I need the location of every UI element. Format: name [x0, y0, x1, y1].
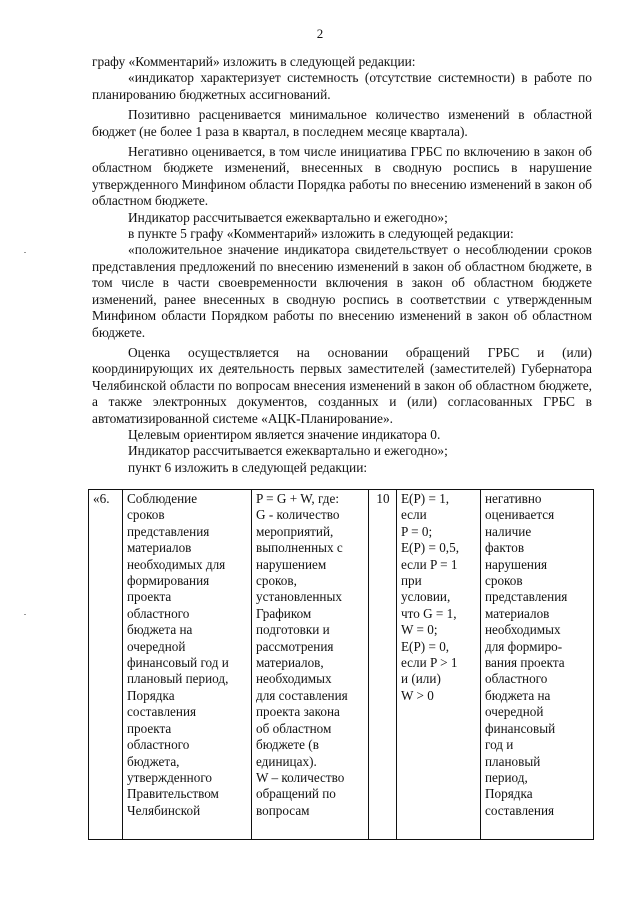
paragraph: в пункте 5 графу «Комментарий» изложить в следующей редакции: — [128, 226, 514, 242]
paragraph: пункт 6 изложить в следующей редакции: — [128, 459, 368, 475]
cell-line: для составления — [256, 687, 348, 703]
cell-line: областного — [127, 605, 190, 621]
cell-line: представления — [485, 589, 568, 605]
cell-line: сроков — [485, 573, 523, 589]
paragraph: «положительное значение индикатора свидетельствует о несоблюдении сроков представления предложений по внесению изменений в закон об областном бюджете, в том числе в части своевременности включения в закон об областном бюджете изменений, ранее внесенных в сводную роспись в соответствии с утвержденным Минфином области Порядком работы по внесению изменений в закон об областном бюджете. — [92, 242, 592, 340]
cell-line: бюджета, — [127, 753, 180, 769]
cell-weight — [369, 490, 397, 840]
cell-line: нарушением — [256, 556, 327, 572]
cell-line: оценивается — [485, 507, 555, 523]
cell-line: Порядка — [485, 786, 533, 802]
cell-line: E(P) = 0, — [401, 638, 450, 654]
cell-line: установленных — [256, 589, 342, 605]
cell-line: P = 0; — [401, 523, 433, 539]
indicator-evaluation — [401, 491, 477, 704]
cell-line: необходимых — [256, 671, 332, 687]
paragraph: графу «Комментарий» изложить в следующей редакции: — [92, 54, 416, 69]
cell-line: W > 0 — [401, 687, 434, 703]
cell-line: необходимых — [485, 622, 561, 638]
cell-line: выполненных с — [256, 540, 343, 556]
cell-line: представления — [127, 523, 210, 539]
indicator-table — [88, 489, 594, 840]
cell-line: обращений по — [256, 786, 336, 802]
cell-line: сроков — [127, 507, 165, 523]
cell-line: материалов — [127, 540, 192, 556]
cell-line: вопросам — [256, 802, 310, 818]
cell-item-number — [89, 490, 123, 840]
cell-line: что G = 1, — [401, 605, 457, 621]
cell-line: утвержденного — [127, 769, 213, 785]
cell-line: Графиком — [256, 605, 312, 621]
cell-line: составления — [127, 704, 197, 720]
cell-line: и (или) — [401, 671, 441, 687]
cell-line: если P > 1 — [401, 655, 458, 671]
cell-line: фактов — [485, 540, 525, 556]
cell-line: проекта — [127, 589, 172, 605]
cell-line: проекта — [127, 720, 172, 736]
cell-line: E(P) = 0,5, — [401, 540, 459, 556]
cell-line: негативно — [485, 491, 542, 506]
cell-line: год и — [485, 737, 514, 753]
cell-line: Правительством — [127, 786, 219, 802]
cell-line: бюджета на — [127, 622, 193, 638]
table-row — [89, 490, 594, 840]
cell-line: областного — [485, 671, 548, 687]
cell-line: если — [401, 507, 427, 523]
cell-line: плановый период, — [127, 671, 229, 687]
cell-comment — [481, 490, 594, 840]
cell-line: плановый — [485, 753, 541, 769]
cell-evaluation — [397, 490, 481, 840]
cell-line: Челябинской — [127, 802, 201, 818]
cell-line: очередной — [485, 704, 544, 720]
cell-line: наличие — [485, 523, 532, 539]
cell-line: материалов — [485, 605, 550, 621]
paragraph: Негативно оценивается, в том числе инициатива ГРБС по включению в закон об областном бюджете изменений, внесенных в сводную роспись в нарушение утвержденного Минфином области Порядка работы по внесению изменений в закон об областном бюджете. — [92, 144, 592, 209]
cell-line: W = 0; — [401, 622, 438, 638]
cell-line: рассмотрения — [256, 638, 334, 654]
cell-line: условии, — [401, 589, 451, 605]
cell-line: E(P) = 1, — [401, 491, 450, 506]
paragraph: Позитивно расценивается минимальное количество изменений в областной бюджет (не более 1 раза в квартал, в последнем месяце квартала). — [92, 107, 592, 139]
cell-line: Порядка — [127, 687, 175, 703]
cell-line: если P = 1 — [401, 556, 458, 572]
cell-line: P = G + W, где: — [256, 491, 339, 506]
cell-line: W – количество — [256, 769, 345, 785]
paragraph: Индикатор рассчитывается ежеквартально и ежегодно»; — [128, 443, 448, 459]
page-number: 2 — [316, 26, 324, 41]
cell-line: необходимых для — [127, 556, 226, 572]
cell-line: для формиро- — [485, 638, 563, 654]
paragraph: «индикатор характеризует системность (отсутствие системности) в работе по планированию бюджетных ассигнований. — [92, 70, 592, 102]
cell-line: формирования — [127, 573, 210, 589]
cell-line: очередной — [127, 638, 186, 654]
cell-line: об областном — [256, 720, 332, 736]
cell-line: областного — [127, 737, 190, 753]
paragraph: Оценка осуществляется на основании обращений ГРБС и (или) координирующих их деятельность первых заместителей (заместителей) Губернатора Челябинской области по вопросам внесения изменений в закон об областном бюджете, а также электронных документов, созданных и (или) согласованных ГРБС в автоматизированной системе «АЦК-Планирование». — [92, 344, 592, 426]
cell-line: составления — [485, 802, 555, 818]
cell-line: при — [401, 573, 422, 589]
margin-mark — [24, 614, 26, 615]
cell-line: период, — [485, 769, 528, 785]
cell-line: нарушения — [485, 556, 548, 572]
cell-line: финансовый год и — [127, 655, 229, 671]
item-number: «6. — [93, 491, 110, 506]
indicator-comment — [485, 491, 590, 819]
cell-line: мероприятий, — [256, 523, 334, 539]
cell-line: сроков, — [256, 573, 297, 589]
indicator-weight: 10 — [376, 491, 390, 506]
cell-line: подготовки и — [256, 622, 330, 638]
cell-line: Соблюдение — [127, 491, 198, 506]
cell-line: материалов, — [256, 655, 324, 671]
cell-line: бюджете (в — [256, 737, 319, 753]
document-body — [92, 54, 592, 476]
cell-line: единицах). — [256, 753, 317, 769]
paragraph: Индикатор рассчитывается ежеквартально и ежегодно»; — [128, 209, 448, 225]
margin-mark — [24, 252, 26, 253]
cell-line: финансовый — [485, 720, 556, 736]
cell-indicator-name — [123, 490, 252, 840]
indicator-name — [127, 491, 248, 819]
cell-line: вания проекта — [485, 655, 565, 671]
paragraph: Целевым ориентиром является значение индикатора 0. — [128, 426, 441, 442]
cell-formula — [252, 490, 369, 840]
cell-line: бюджета на — [485, 687, 551, 703]
cell-line: проекта закона — [256, 704, 340, 720]
cell-line: G - количество — [256, 507, 340, 523]
indicator-formula — [256, 491, 365, 819]
